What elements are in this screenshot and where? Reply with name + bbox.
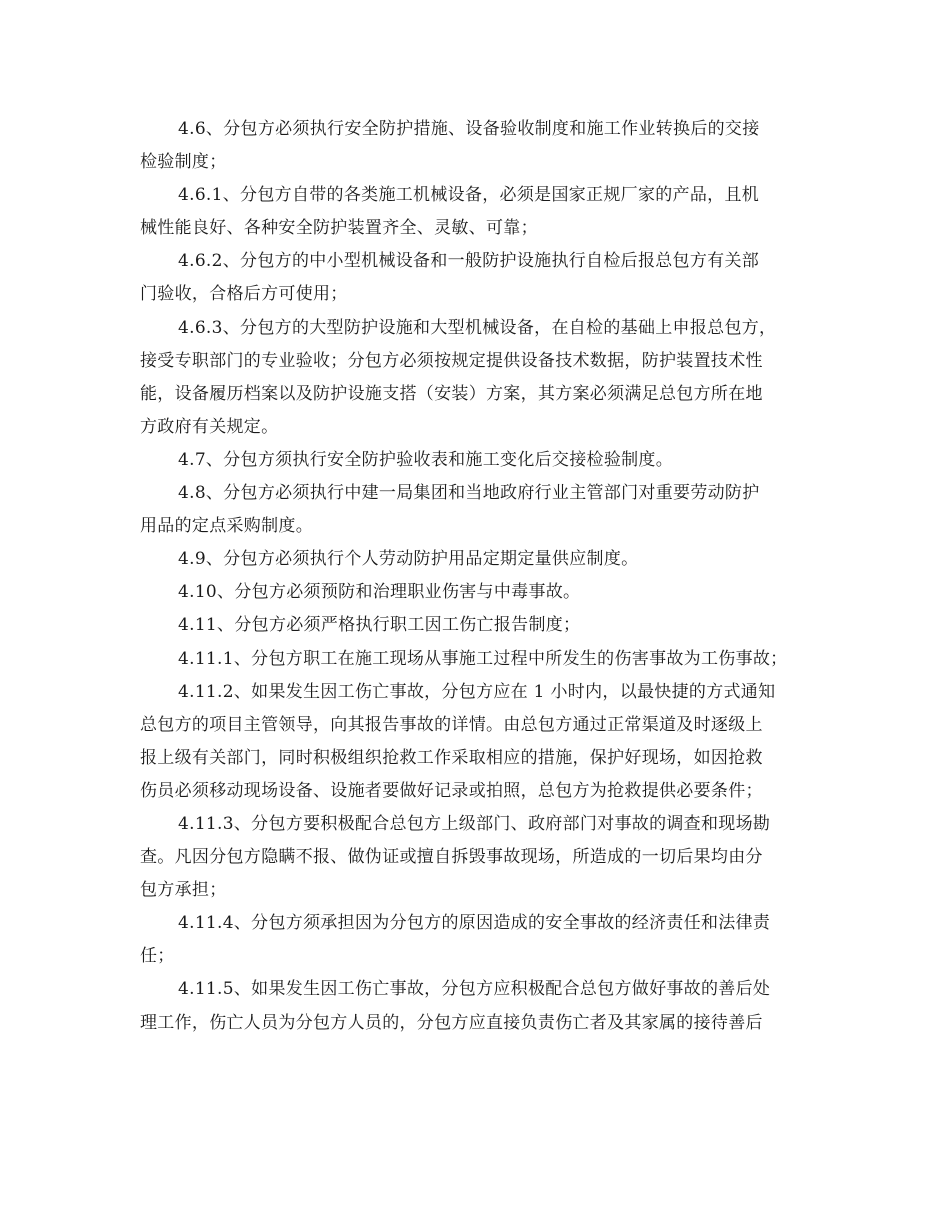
text-line: 4.9、分包方必须执行个人劳动防护用品定期定量供应制度。 bbox=[178, 549, 639, 570]
text-line: 接受专职部门的专业验收；分包方必须按规定提供设备技术数据，防护装置技术性 bbox=[140, 350, 763, 371]
text-line: 4.8、分包方必须执行中建一局集团和当地政府行业主管部门对重要劳动防护 bbox=[178, 483, 760, 504]
text-line: 4.11.5、如果发生因工伤亡事故，分包方应积极配合总包方做好事故的善后处 bbox=[178, 979, 771, 1000]
text-line: 4.7、分包方须执行安全防护验收表和施工变化后交接检验制度。 bbox=[178, 449, 674, 470]
document-page bbox=[140, 113, 820, 1040]
text-line: 检验制度； bbox=[140, 152, 227, 173]
text-line: 4.10、分包方必须预防和治理职业伤害与中毒事故。 bbox=[178, 582, 581, 603]
text-line: 4.6、分包方必须执行安全防护措施、设备验收制度和施工作业转换后的交接 bbox=[178, 119, 760, 139]
text-line: 总包方的项目主管领导，向其报告事故的详情。由总包方通过正常渠道及时逐级上 bbox=[140, 714, 763, 735]
text-line: 4.11.4、分包方须承担因为分包方的原因造成的安全事故的经济责任和法律责 bbox=[178, 913, 771, 934]
text-line: 4.6.2、分包方的中小型机械设备和一般防护设施执行自检后报总包方有关部 bbox=[178, 251, 760, 272]
text-line: 4.11.2、如果发生因工伤亡事故，分包方应在 1 小时内，以最快捷的方式通知 bbox=[178, 681, 776, 702]
text-line: 4.11、分包方必须严格执行职工因工伤亡报告制度； bbox=[178, 615, 581, 636]
text-line: 4.11.1、分包方职工在施工现场从事施工过程中所发生的伤害事故为工伤事故； bbox=[178, 648, 788, 669]
text-line: 4.11.3、分包方要积极配合总包方上级部门、政府部门对事故的调查和现场勘 bbox=[178, 813, 771, 834]
text-line: 4.6.1、分包方自带的各类施工机械设备，必须是国家正规厂家的产品，且机 bbox=[178, 185, 760, 206]
text-line: 任； bbox=[140, 946, 175, 967]
text-line: 用品的定点采购制度。 bbox=[140, 516, 313, 537]
text-line: 门验收，合格后方可使用； bbox=[140, 284, 348, 305]
text-line: 包方承担； bbox=[140, 880, 227, 901]
text-line: 伤员必须移动现场设备、设施者要做好记录或拍照，总包方为抢救提供必要条件； bbox=[140, 780, 763, 801]
document-body bbox=[140, 113, 820, 1040]
text-line: 理工作，伤亡人员为分包方人员的，分包方应直接负责伤亡者及其家属的接待善后 bbox=[140, 1012, 763, 1033]
text-line: 能，设备履历档案以及防护设施支搭（安装）方案，其方案必须满足总包方所在地 bbox=[140, 383, 763, 404]
text-line: 械性能良好、各种安全防护装置齐全、灵敏、可靠； bbox=[140, 218, 538, 239]
text-line: 4.6.3、分包方的大型防护设施和大型机械设备，在自检的基础上申报总包方， bbox=[178, 317, 777, 338]
text-line: 查。凡因分包方隐瞒不报、做伪证或擅自拆毁事故现场，所造成的一切后果均由分 bbox=[140, 847, 763, 868]
text-line: 方政府有关规定。 bbox=[140, 416, 279, 437]
text-line: 报上级有关部门，同时积极组织抢救工作采取相应的措施，保护好现场，如因抢救 bbox=[140, 747, 763, 768]
